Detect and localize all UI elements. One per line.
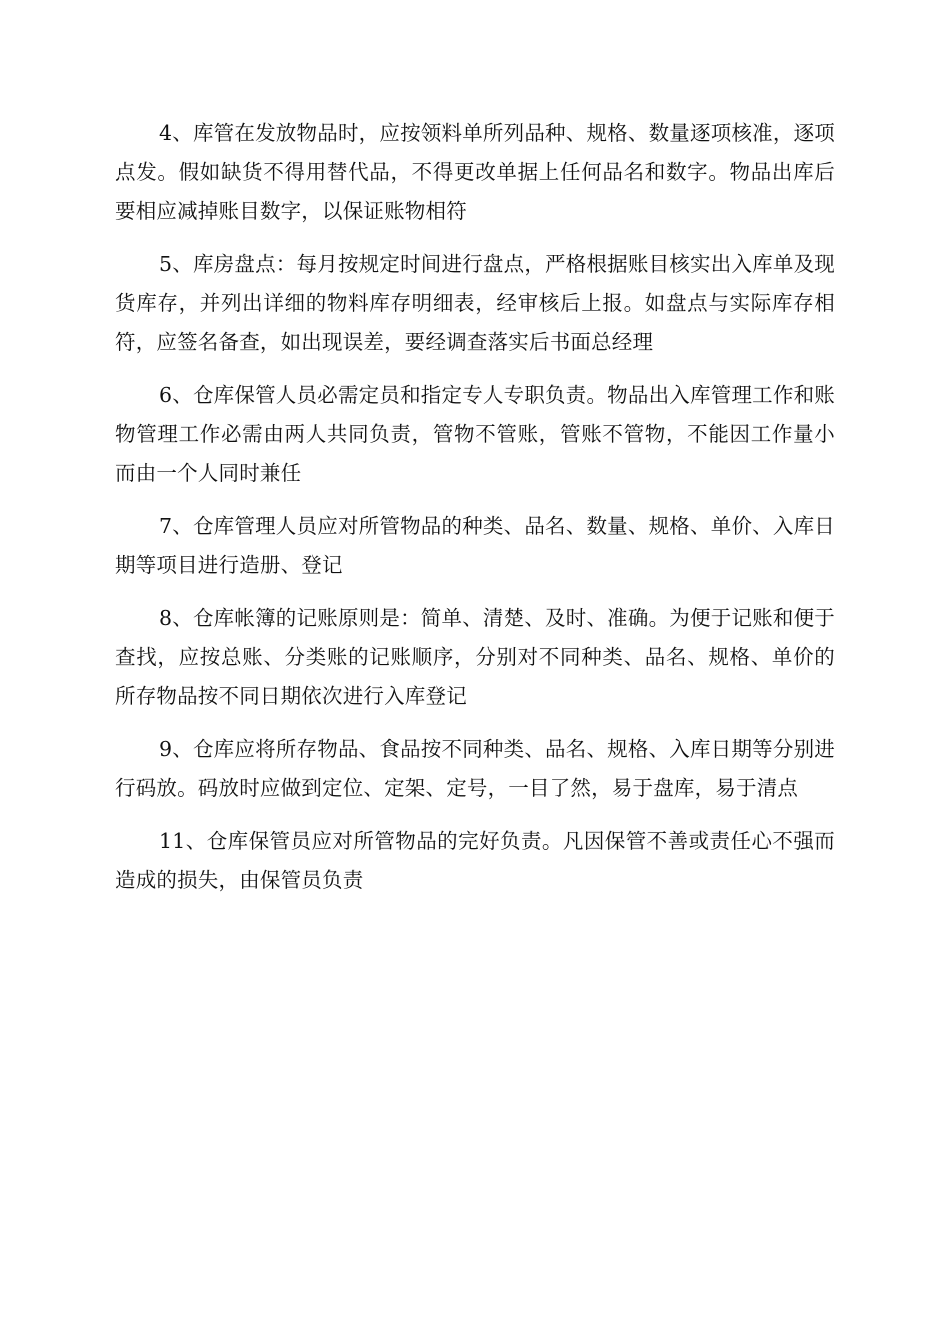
paragraph-item-5: 5、库房盘点：每月按规定时间进行盘点，严格根据账目核实出入库单及现货库存，并列出详细的物料库存明细表，经审核后上报。如盘点与实际库存相符，应签名备查，如出现误差，要经调查落实后书面总经理 [115,252,835,354]
paragraph-item-11: 11、仓库保管员应对所管物品的完好负责。凡因保管不善或责任心不强而造成的损失，由保管员负责 [115,829,835,892]
paragraph-item-9: 9、仓库应将所存物品、食品按不同种类、品名、规格、入库日期等分别进行码放。码放时应做到定位、定架、定号，一目了然，易于盘库，易于清点 [115,737,835,800]
document-body [115,114,835,914]
paragraph-item-7: 7、仓库管理人员应对所管物品的种类、品名、数量、规格、单价、入库日期等项目进行造册、登记 [115,514,835,577]
paragraph-item-4: 4、库管在发放物品时，应按领料单所列品种、规格、数量逐项核准，逐项点发。假如缺货不得用替代品，不得更改单据上任何品名和数字。物品出库后要相应减掉账目数字，以保证账物相符 [115,121,835,223]
paragraph-item-6: 6、仓库保管人员必需定员和指定专人专职负责。物品出入库管理工作和账物管理工作必需由两人共同负责，管物不管账，管账不管物，不能因工作量小而由一个人同时兼任 [115,383,835,485]
paragraph-item-8: 8、仓库帐簿的记账原则是：简单、清楚、及时、准确。为便于记账和便于查找，应按总账、分类账的记账顺序，分别对不同种类、品名、规格、单价的所存物品按不同日期依次进行入库登记 [115,606,835,708]
